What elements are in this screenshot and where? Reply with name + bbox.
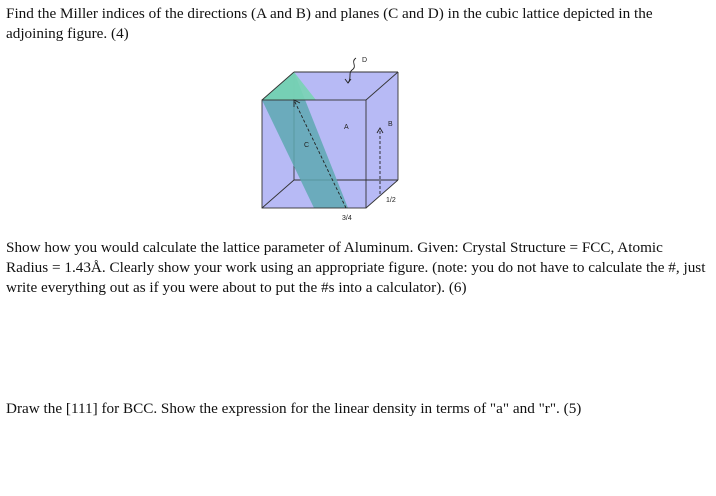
cubic-lattice-figure bbox=[258, 52, 418, 228]
question-2: Show how you would calculate the lattice parameter of Aluminum. Given: Crystal Structure = FCC, Atomic Radius = 1.43Å. Clearly show your work using an appropriate figure. (note: you do not have to calculate the #, just write everything out as if you were about to put the #s into a calculator). (6) bbox=[6, 239, 706, 296]
label-three-quarter: 3/4 bbox=[342, 215, 352, 222]
label-d: D bbox=[362, 57, 368, 64]
label-half: 1/2 bbox=[386, 197, 396, 204]
question-1: Find the Miller indices of the directions (A and B) and planes (C and D) in the cubic lattice depicted in the adjoining figure. (4) bbox=[6, 5, 653, 42]
label-a: A bbox=[344, 124, 349, 131]
label-c: C bbox=[304, 142, 310, 149]
label-b: B bbox=[388, 121, 393, 128]
question-3: Draw the [111] for BCC. Show the expression for the linear density in terms of "a" and "r". (5) bbox=[6, 400, 582, 417]
